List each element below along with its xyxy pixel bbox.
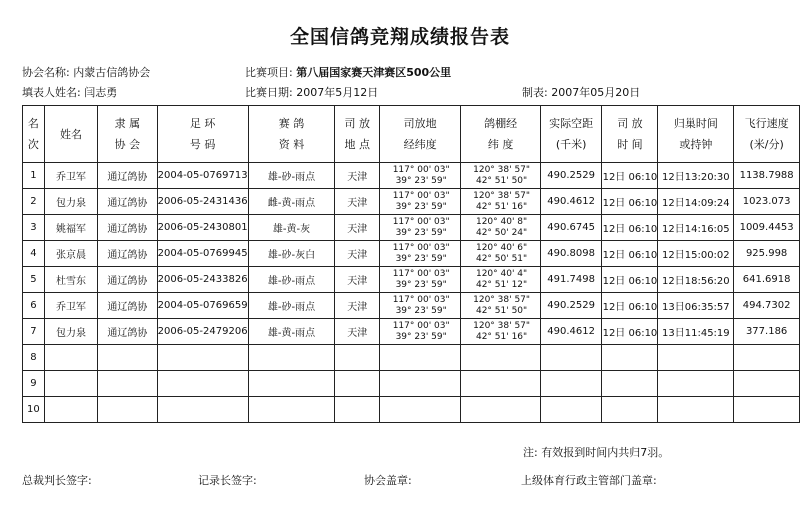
cell-loft bbox=[461, 371, 540, 397]
cell-return-time: 12日15:00:02 bbox=[658, 241, 734, 267]
cell-release-time: 12日 06:10 bbox=[602, 241, 658, 267]
cell-release-time: 12日 06:10 bbox=[602, 215, 658, 241]
cell-ring: 2006-05-2433826 bbox=[157, 267, 248, 293]
cell-place: 天津 bbox=[335, 189, 379, 215]
release-lon: 117° 00' 03" bbox=[392, 294, 450, 305]
cell-assoc bbox=[98, 345, 157, 371]
event-value: 第八届国家赛天津赛区500公里 bbox=[296, 66, 452, 79]
association-seal: 协会盖章: bbox=[364, 474, 412, 487]
release-lat: 39° 23' 59" bbox=[395, 279, 447, 290]
event-info bbox=[245, 64, 451, 80]
table-row bbox=[23, 215, 800, 241]
release-lon: 117° 00' 03" bbox=[392, 242, 450, 253]
release-lat: 39° 23' 59" bbox=[395, 227, 447, 238]
cell-ring bbox=[157, 397, 248, 423]
cell-ring: 2004-05-0769659 bbox=[157, 293, 248, 319]
cell-place bbox=[335, 345, 379, 371]
cell-return-time: 12日14:16:05 bbox=[658, 215, 734, 241]
made-value: 2007年05月20日 bbox=[551, 86, 641, 99]
cell-rank: 3 bbox=[23, 215, 45, 241]
cell-speed: 1023.073 bbox=[734, 189, 800, 215]
table-body bbox=[23, 163, 800, 423]
cell-ring bbox=[157, 371, 248, 397]
cell-rank: 10 bbox=[23, 397, 45, 423]
header-line: (千米) bbox=[555, 138, 587, 151]
cell-release-time: 12日 06:10 bbox=[602, 163, 658, 189]
date-info bbox=[245, 84, 378, 100]
cell-release-time bbox=[602, 345, 658, 371]
header-line: 资 料 bbox=[278, 138, 305, 151]
cell-release bbox=[379, 371, 460, 397]
cell-release-time bbox=[602, 397, 658, 423]
header-cell bbox=[98, 106, 157, 163]
loft-lat: 42° 51' 50" bbox=[475, 305, 528, 316]
release-lat: 39° 23' 59" bbox=[395, 305, 447, 316]
chief-judge-signature: 总裁判长签字: bbox=[22, 474, 92, 487]
header-line: 足 环 bbox=[189, 117, 216, 130]
cell-distance: 491.7498 bbox=[540, 267, 602, 293]
header-line: 归巢时间 bbox=[673, 117, 718, 130]
cell-release-time: 12日 06:10 bbox=[602, 189, 658, 215]
cell-loft bbox=[461, 163, 540, 189]
header-cell bbox=[461, 106, 540, 163]
loft-lat: 42° 51' 12" bbox=[475, 279, 528, 290]
cell-assoc bbox=[98, 371, 157, 397]
cell-rank: 8 bbox=[23, 345, 45, 371]
cell-ring: 2006-05-2431436 bbox=[157, 189, 248, 215]
header-line: 名 bbox=[27, 117, 39, 130]
cell-rank: 2 bbox=[23, 189, 45, 215]
release-lon: 117° 00' 03" bbox=[392, 190, 450, 201]
cell-info: 雄-黄-灰 bbox=[248, 215, 335, 241]
cell-distance: 490.8098 bbox=[540, 241, 602, 267]
release-lon: 117° 00' 03" bbox=[392, 268, 450, 279]
cell-assoc: 通辽鸽协 bbox=[98, 189, 157, 215]
made-label: 制表: bbox=[522, 86, 548, 99]
cell-release bbox=[379, 215, 460, 241]
loft-lon: 120° 38' 57" bbox=[473, 320, 531, 331]
release-lat: 39° 23' 59" bbox=[395, 331, 447, 342]
loft-lon: 120° 40' 8" bbox=[475, 216, 528, 227]
header-cell bbox=[248, 106, 335, 163]
table-row bbox=[23, 163, 800, 189]
cell-assoc bbox=[98, 397, 157, 423]
cell-loft bbox=[461, 397, 540, 423]
cell-name bbox=[44, 397, 97, 423]
authority-seal: 上级体育行政主管部门盖章: bbox=[521, 474, 657, 487]
header-line: 司放地 bbox=[403, 117, 437, 130]
cell-distance: 490.6745 bbox=[540, 215, 602, 241]
header-line: 纬 度 bbox=[487, 138, 514, 151]
cell-release bbox=[379, 319, 460, 345]
cell-loft bbox=[461, 319, 540, 345]
cell-distance: 490.2529 bbox=[540, 163, 602, 189]
cell-name: 姚福军 bbox=[44, 215, 97, 241]
cell-rank: 7 bbox=[23, 319, 45, 345]
loft-lat: 42° 50' 51" bbox=[475, 253, 528, 264]
association-label: 协会名称: bbox=[22, 66, 70, 79]
header-line: 时 间 bbox=[617, 138, 643, 151]
cell-speed: 641.6918 bbox=[734, 267, 800, 293]
header-cell bbox=[335, 106, 379, 163]
cell-place: 天津 bbox=[335, 319, 379, 345]
release-lon: 117° 00' 03" bbox=[392, 320, 450, 331]
cell-loft bbox=[461, 345, 540, 371]
cell-distance: 490.4612 bbox=[540, 319, 602, 345]
cell-assoc: 通辽鸽协 bbox=[98, 215, 157, 241]
header-cell bbox=[540, 106, 602, 163]
loft-lat: 42° 50' 24" bbox=[475, 227, 528, 238]
table-header-row bbox=[23, 106, 800, 163]
cell-info: 雄-砂-雨点 bbox=[248, 293, 335, 319]
release-lon: 117° 00' 03" bbox=[392, 164, 450, 175]
cell-name: 乔卫军 bbox=[44, 163, 97, 189]
cell-ring: 2006-05-2479206 bbox=[157, 319, 248, 345]
footnote: 注: 有效报到时间内共归7羽。 bbox=[523, 446, 670, 459]
cell-speed bbox=[734, 397, 800, 423]
header-line: 或持钟 bbox=[679, 138, 713, 151]
cell-info bbox=[248, 345, 335, 371]
header-cell bbox=[23, 106, 45, 163]
header-cell bbox=[44, 106, 97, 163]
cell-place: 天津 bbox=[335, 293, 379, 319]
cell-place: 天津 bbox=[335, 241, 379, 267]
cell-release-time bbox=[602, 371, 658, 397]
loft-lon: 120° 38' 57" bbox=[473, 294, 531, 305]
cell-distance: 490.4612 bbox=[540, 189, 602, 215]
cell-loft bbox=[461, 189, 540, 215]
cell-info: 雌-黄-雨点 bbox=[248, 189, 335, 215]
cell-name: 杜雪东 bbox=[44, 267, 97, 293]
cell-rank: 4 bbox=[23, 241, 45, 267]
cell-return-time bbox=[658, 397, 734, 423]
release-lon: 117° 00' 03" bbox=[392, 216, 450, 227]
cell-release bbox=[379, 241, 460, 267]
cell-rank: 5 bbox=[23, 267, 45, 293]
recorder-signature: 记录长签字: bbox=[198, 474, 257, 487]
header-line: 经纬度 bbox=[403, 138, 437, 151]
cell-ring bbox=[157, 345, 248, 371]
cell-speed bbox=[734, 371, 800, 397]
cell-return-time: 13日11:45:19 bbox=[658, 319, 734, 345]
date-value: 2007年5月12日 bbox=[296, 86, 379, 99]
association-info bbox=[22, 64, 150, 80]
cell-return-time: 13日06:35:57 bbox=[658, 293, 734, 319]
cell-speed bbox=[734, 345, 800, 371]
cell-distance bbox=[540, 397, 602, 423]
header-line: 隶 属 bbox=[114, 117, 141, 130]
cell-return-time: 12日18:56:20 bbox=[658, 267, 734, 293]
header-line: 号 码 bbox=[189, 138, 216, 151]
table-row bbox=[23, 189, 800, 215]
cell-ring: 2004-05-0769713 bbox=[157, 163, 248, 189]
filler-value: 闫志勇 bbox=[84, 86, 118, 99]
table-row bbox=[23, 293, 800, 319]
cell-assoc: 通辽鸽协 bbox=[98, 241, 157, 267]
cell-place bbox=[335, 371, 379, 397]
cell-assoc: 通辽鸽协 bbox=[98, 163, 157, 189]
cell-release bbox=[379, 267, 460, 293]
cell-release bbox=[379, 163, 460, 189]
cell-return-time bbox=[658, 345, 734, 371]
filler-label: 填表人姓名: bbox=[22, 86, 81, 99]
cell-distance bbox=[540, 371, 602, 397]
header-line: 鸽棚经 bbox=[484, 117, 518, 130]
table-row bbox=[23, 241, 800, 267]
cell-name: 张京晨 bbox=[44, 241, 97, 267]
cell-loft bbox=[461, 293, 540, 319]
cell-release-time: 12日 06:10 bbox=[602, 293, 658, 319]
header-line: 姓名 bbox=[59, 127, 82, 141]
header-cell bbox=[379, 106, 460, 163]
cell-info: 雄-砂-灰白 bbox=[248, 241, 335, 267]
header-line: 地 点 bbox=[344, 138, 370, 151]
cell-name bbox=[44, 345, 97, 371]
cell-rank: 9 bbox=[23, 371, 45, 397]
cell-release bbox=[379, 293, 460, 319]
release-lat: 39° 23' 59" bbox=[395, 175, 447, 186]
table-row bbox=[23, 267, 800, 293]
header-line: (米/分) bbox=[749, 138, 784, 151]
header-cell bbox=[734, 106, 800, 163]
event-label: 比赛项目: bbox=[245, 66, 293, 79]
cell-ring: 2006-05-2430801 bbox=[157, 215, 248, 241]
header-line: 实际空距 bbox=[549, 117, 594, 130]
table-row bbox=[23, 371, 800, 397]
cell-release-time: 12日 06:10 bbox=[602, 319, 658, 345]
cell-place bbox=[335, 397, 379, 423]
loft-lon: 120° 38' 57" bbox=[473, 164, 531, 175]
cell-loft bbox=[461, 241, 540, 267]
cell-distance: 490.2529 bbox=[540, 293, 602, 319]
header-line: 飞行速度 bbox=[744, 117, 789, 130]
release-lat: 39° 23' 59" bbox=[395, 253, 447, 264]
made-info bbox=[522, 84, 640, 100]
table-row bbox=[23, 345, 800, 371]
cell-loft bbox=[461, 267, 540, 293]
cell-loft bbox=[461, 215, 540, 241]
loft-lon: 120° 40' 6" bbox=[475, 242, 528, 253]
cell-ring: 2004-05-0769945 bbox=[157, 241, 248, 267]
filler-info bbox=[22, 84, 117, 100]
header-line: 司 放 bbox=[344, 117, 370, 130]
header-line: 协 会 bbox=[114, 138, 141, 151]
header-line: 次 bbox=[27, 138, 39, 151]
cell-info bbox=[248, 371, 335, 397]
cell-speed: 494.7302 bbox=[734, 293, 800, 319]
cell-distance bbox=[540, 345, 602, 371]
cell-info: 雄-砂-雨点 bbox=[248, 267, 335, 293]
cell-speed: 1138.7988 bbox=[734, 163, 800, 189]
cell-release bbox=[379, 345, 460, 371]
cell-return-time: 12日14:09:24 bbox=[658, 189, 734, 215]
cell-speed: 377.186 bbox=[734, 319, 800, 345]
table-row bbox=[23, 397, 800, 423]
header-cell bbox=[602, 106, 658, 163]
cell-info: 雄-砂-雨点 bbox=[248, 163, 335, 189]
cell-speed: 1009.4453 bbox=[734, 215, 800, 241]
cell-rank: 6 bbox=[23, 293, 45, 319]
cell-place: 天津 bbox=[335, 215, 379, 241]
cell-release-time: 12日 06:10 bbox=[602, 267, 658, 293]
cell-release bbox=[379, 397, 460, 423]
cell-assoc: 通辽鸽协 bbox=[98, 319, 157, 345]
header-line: 司 放 bbox=[617, 117, 643, 130]
header-cell bbox=[157, 106, 248, 163]
cell-info bbox=[248, 397, 335, 423]
cell-info: 雄-黄-雨点 bbox=[248, 319, 335, 345]
cell-return-time bbox=[658, 371, 734, 397]
cell-name: 乔卫军 bbox=[44, 293, 97, 319]
cell-speed: 925.998 bbox=[734, 241, 800, 267]
loft-lat: 42° 51' 16" bbox=[475, 201, 528, 212]
release-lat: 39° 23' 59" bbox=[395, 201, 447, 212]
loft-lon: 120° 38' 57" bbox=[473, 190, 531, 201]
cell-release bbox=[379, 189, 460, 215]
cell-name bbox=[44, 371, 97, 397]
header-line: 赛 鸽 bbox=[278, 117, 305, 130]
cell-place: 天津 bbox=[335, 267, 379, 293]
date-label: 比赛日期: bbox=[245, 86, 293, 99]
results-table bbox=[22, 105, 800, 423]
loft-lat: 42° 51' 50" bbox=[475, 175, 528, 186]
cell-name: 包力泉 bbox=[44, 319, 97, 345]
loft-lat: 42° 51' 16" bbox=[475, 331, 528, 342]
table-row bbox=[23, 319, 800, 345]
cell-return-time: 12日13:20:30 bbox=[658, 163, 734, 189]
cell-place: 天津 bbox=[335, 163, 379, 189]
report-title: 全国信鸽竞翔成绩报告表 bbox=[289, 26, 510, 48]
cell-assoc: 通辽鸽协 bbox=[98, 267, 157, 293]
cell-rank: 1 bbox=[23, 163, 45, 189]
cell-assoc: 通辽鸽协 bbox=[98, 293, 157, 319]
loft-lon: 120° 40' 4" bbox=[475, 268, 528, 279]
header-cell bbox=[658, 106, 734, 163]
cell-name: 包力泉 bbox=[44, 189, 97, 215]
association-value: 内蒙古信鸽协会 bbox=[73, 66, 151, 79]
